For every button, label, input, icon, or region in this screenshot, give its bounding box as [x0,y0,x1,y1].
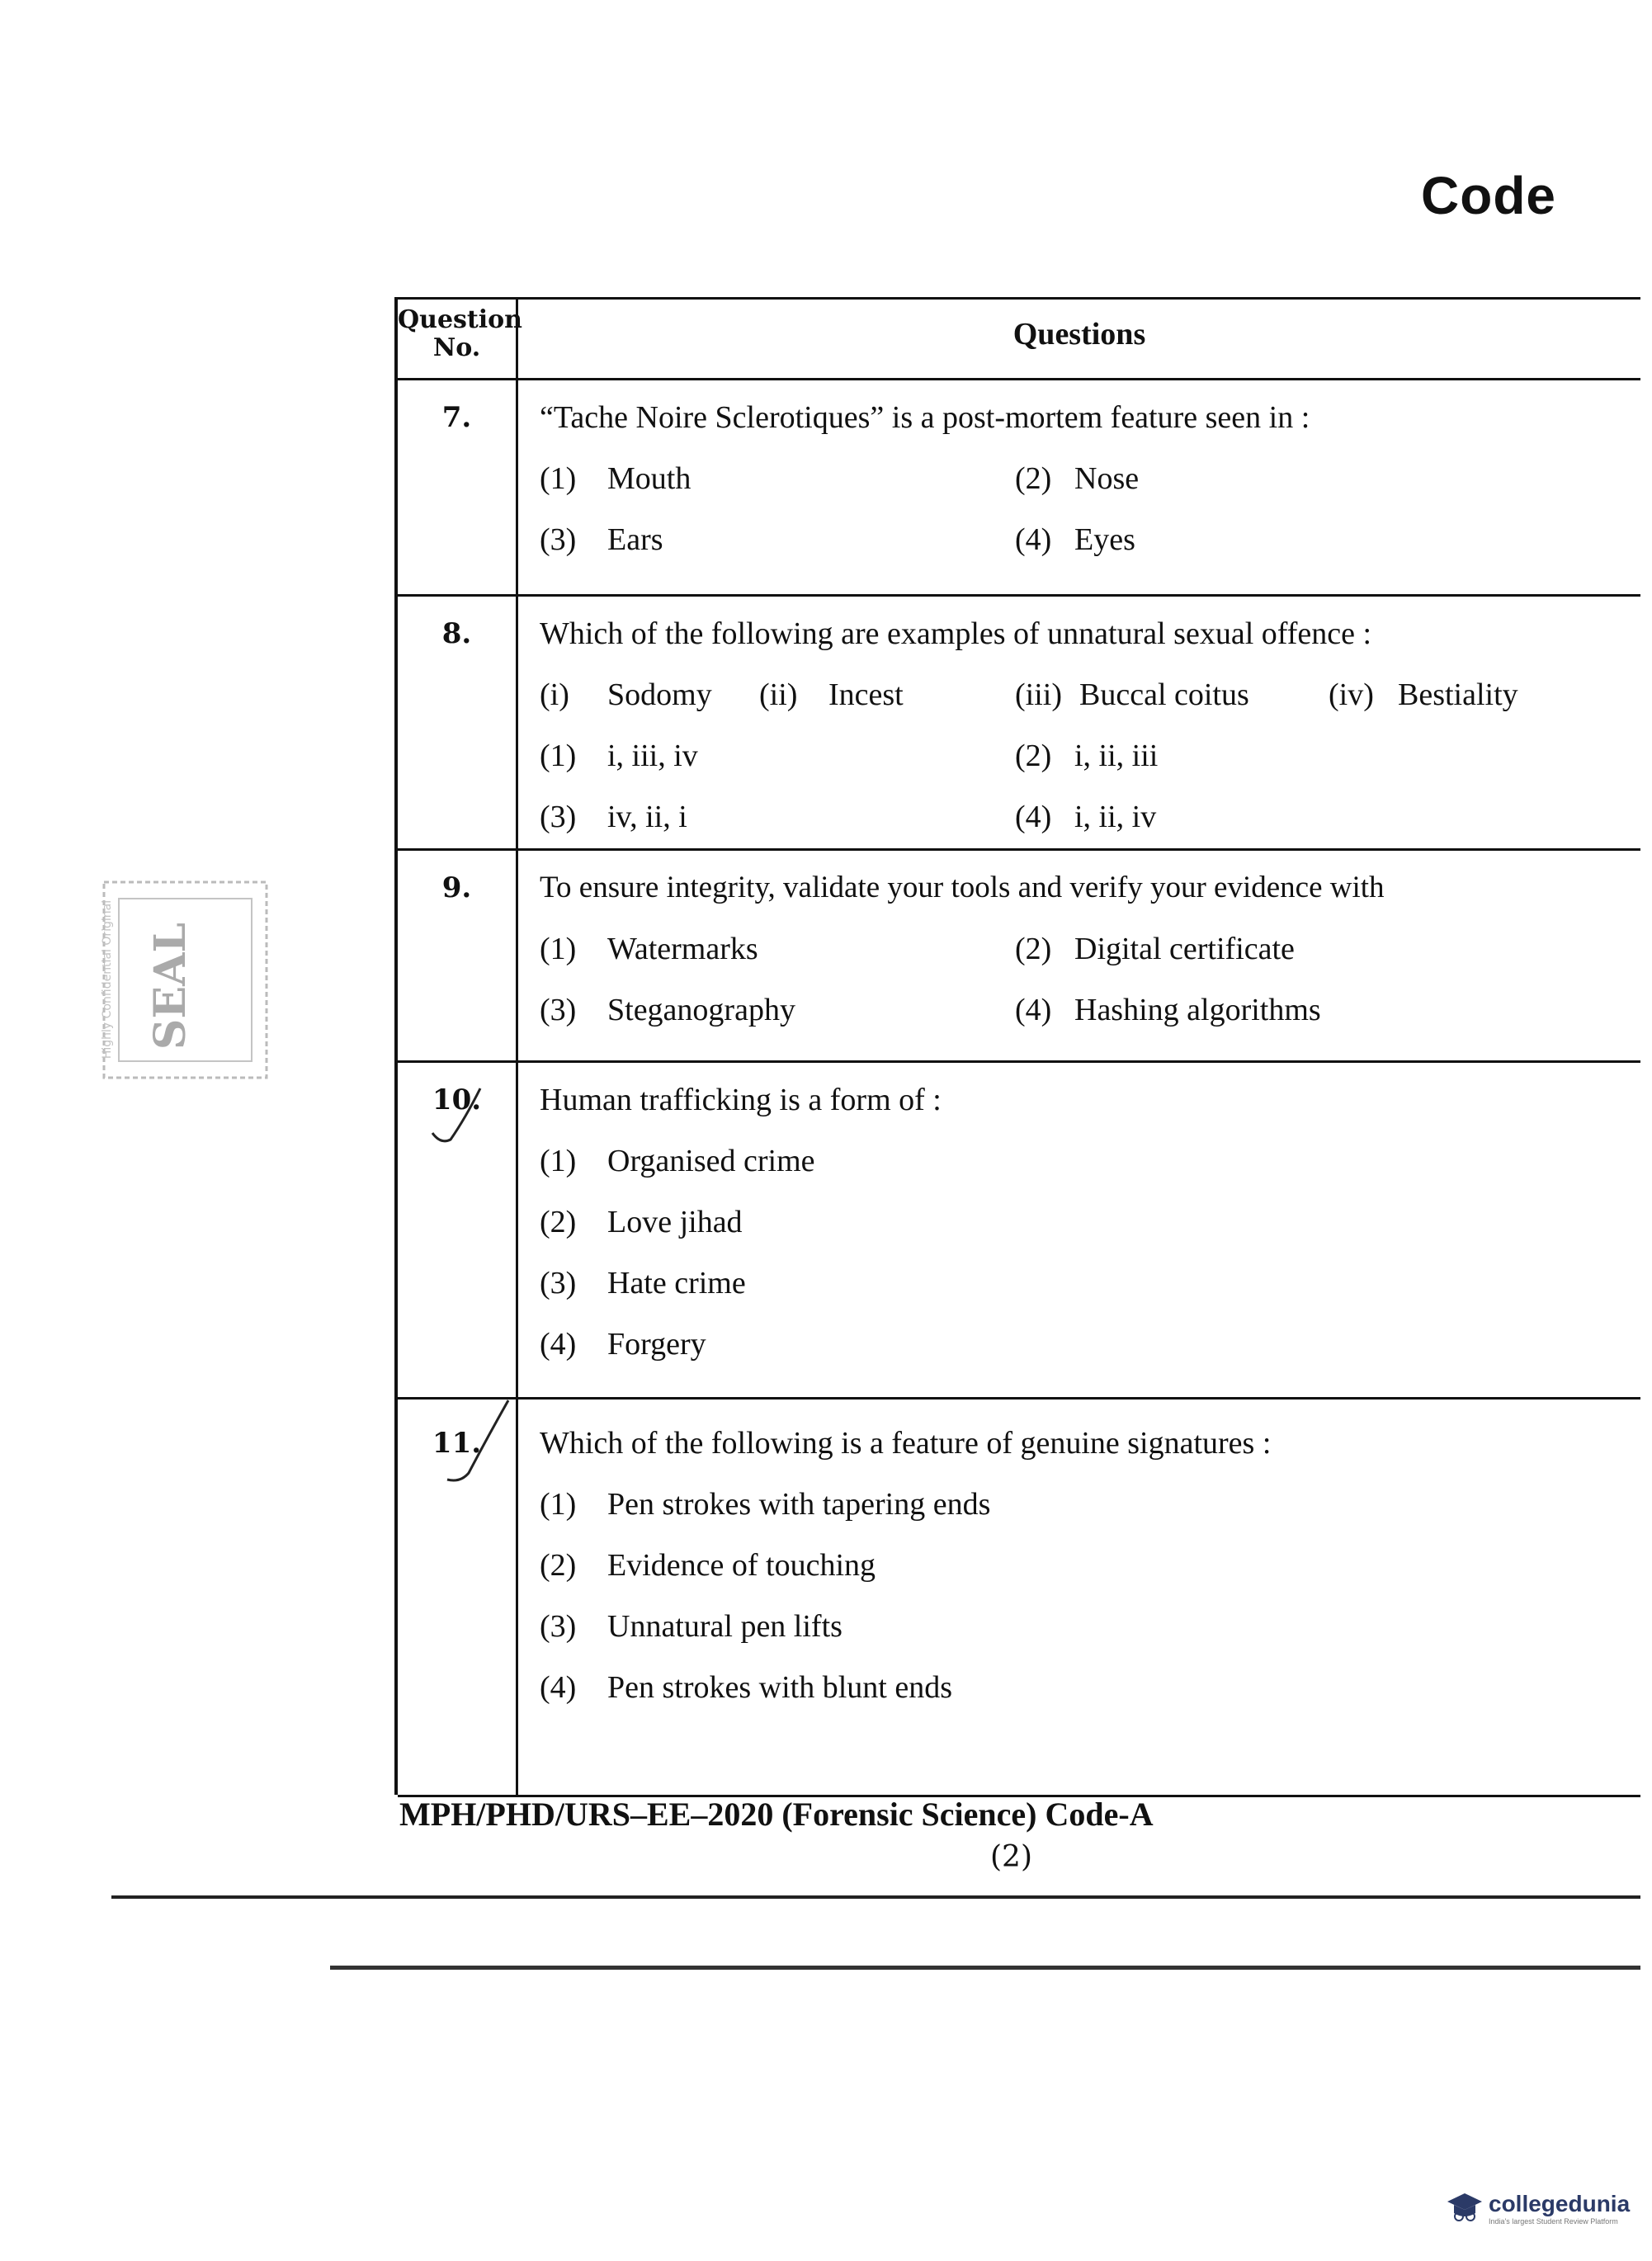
checkmark-icon [446,1397,512,1488]
option-3: (3) Unnatural pen lifts [540,1609,843,1644]
option-3: (3) Ears [540,522,663,557]
option-1: (1) Watermarks [540,932,758,966]
header-question-no: Question No. [398,305,522,362]
question-text: “Tache Noire Sclerotiques” is a post-mortem feature seen in : [540,400,1310,435]
mortarboard-icon [1446,2192,1484,2225]
page-edge-line [330,1966,1640,1970]
option-2: (2) Evidence of touching [540,1548,876,1583]
checkmark-icon [429,1085,487,1151]
brand-logo[interactable] [1446,2191,1630,2226]
page-edge-line [111,1895,1640,1899]
option-1: (1) i, iii, iv [540,739,698,773]
option-3: (3) iv, ii, i [540,800,687,834]
question-text: Which of the following are examples of unnatural sexual offence : [540,616,1372,651]
option-3: (3) Hate crime [540,1266,746,1300]
option-1: (1) Mouth [540,461,691,496]
option-4: (4) Hashing algorithms [1015,993,1321,1027]
seal-text: SEAL [145,922,196,1050]
option-1: (1) Pen strokes with tapering ends [540,1487,991,1522]
statement-i: (i) Sodomy [540,677,712,712]
option-4: (4) Eyes [1015,522,1135,557]
question-row-9 [398,848,1640,1063]
question-number: 7. [441,401,472,434]
option-4: (4) Pen strokes with blunt ends [540,1670,952,1705]
brand-name: collegedunia [1489,2191,1631,2216]
statement-iii: (iii) Buccal coitus [1015,677,1249,712]
footer-paper-code: MPH/PHD/URS–EE–2020 (Forensic Science) Code-A [399,1796,1154,1833]
question-number: 8. [441,617,472,650]
option-1: (1) Organised crime [540,1144,815,1178]
brand-tagline: India's largest Student Review Platform [1489,2217,1618,2226]
option-3: (3) Steganography [540,993,795,1027]
option-2: (2) Digital certificate [1015,932,1295,966]
option-4: (4) i, ii, iv [1015,800,1157,834]
option-2: (2) Nose [1015,461,1140,496]
option-2: (2) i, ii, iii [1015,739,1159,773]
question-text: Human trafficking is a form of : [540,1083,942,1117]
statement-ii: (ii) Incest [759,677,904,712]
seal-stamp-icon [101,879,270,1081]
question-number: 9. [441,871,472,904]
question-row-10 [398,1060,1640,1400]
header-questions: Questions [1012,317,1146,352]
question-row-8 [398,594,1640,851]
question-table [394,297,1640,1795]
option-4: (4) Forgery [540,1327,706,1362]
question-row-7 [398,378,1640,597]
question-text: To ensure integrity, validate your tools and verify your evidence with [540,871,1385,904]
question-row-11 [398,1397,1640,1797]
question-number: 10. [432,1083,482,1116]
code-label: Code [1421,166,1556,225]
option-2: (2) Love jihad [540,1205,743,1239]
seal-ring-text: Highly Confidential Original [101,899,114,1060]
table-header-row [398,300,1640,380]
page-number: (2) [990,1840,1032,1874]
question-number: 11. [432,1427,482,1460]
question-text: Which of the following is a feature of genuine signatures : [540,1426,1272,1461]
statement-iv: (iv) Bestiality [1329,677,1518,712]
